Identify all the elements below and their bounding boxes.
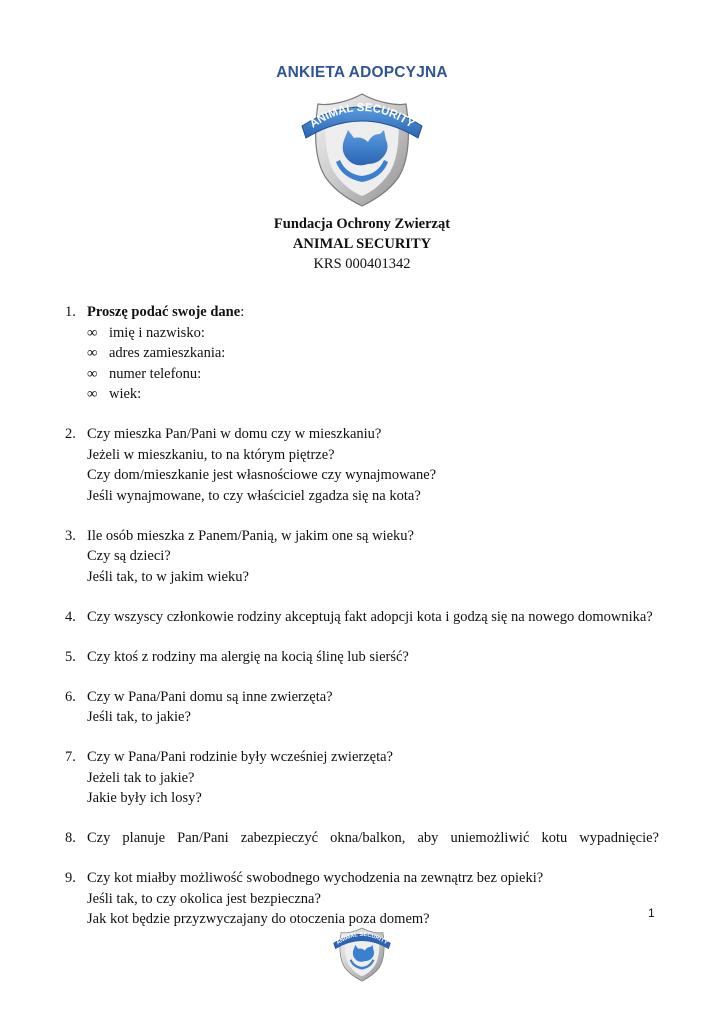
infinity-bullet-icon: ∞ <box>87 365 98 382</box>
infinity-bullet-icon: ∞ <box>87 386 98 402</box>
question-number: 6. <box>65 688 76 705</box>
question-number: 7. <box>65 749 76 765</box>
questionnaire <box>65 302 659 949</box>
question-number: 8. <box>65 830 76 846</box>
question-number: 2. <box>65 426 76 442</box>
question-3: 3. Ile osób mieszka z Panem/Panią, w jakim one są wieku? Czy są dzieci? Jeśli tak, to w jakim wieku? <box>65 527 414 585</box>
question-number: 9. <box>65 870 76 886</box>
question-number: 5. <box>65 648 76 665</box>
question-number: 4. <box>65 608 76 625</box>
question-8: 8. Czy planuje Pan/Pani zabezpieczyć okna/balkon, aby uniemożliwić kotu wypadnięcie? <box>65 828 659 849</box>
org-brand: ANIMAL SECURITY <box>292 236 432 252</box>
org-krs: KRS 000401342 <box>313 256 411 272</box>
document-title: ANKIETA ADOPCYJNA <box>276 64 448 81</box>
infinity-bullet-icon: ∞ <box>87 324 98 341</box>
question-5: 5. Czy ktoś z rodziny ma alergię na kocią ślinę lub sierść? <box>65 647 659 668</box>
list-item: ∞ wiek: <box>87 384 659 405</box>
question-7: 7. Czy w Pana/Pani rodzinie były wcześniej zwierzęta? Jeżeli tak to jakie? Jakie były ich losy? <box>65 749 393 806</box>
svg-text:ANIMAL SECURITY: ANIMAL SECURITY <box>307 101 417 131</box>
list-item: ∞ imię i nazwisko: <box>87 323 659 344</box>
animal-security-logo <box>298 90 426 208</box>
svg-text:ANIMAL SECURITY: ANIMAL SECURITY <box>335 931 389 947</box>
question-9: 9. Czy kot miałby możliwość swobodnego wychodzenia na zewnątrz bez opieki? Jeśli tak, to czy okolica jest bezpieczna? Jak kot będzie przyzwyczajany do otoczenia poza domem? <box>65 870 544 927</box>
question-2: 2. Czy mieszka Pan/Pani w domu czy w mieszkaniu? Jeżeli w mieszkaniu, to na którym piętrze? Czy dom/mieszkanie jest własnościowe czy wynajmowane? Jeśli wynajmowane, to czy właściciel zgadza się na kota? <box>65 426 437 504</box>
org-name: Fundacja Ochrony Zwierząt <box>273 216 451 232</box>
question-6: 6. Czy w Pana/Pani domu są inne zwierzęta? Jeśli tak, to jakie? <box>65 688 333 725</box>
footer-logo <box>331 926 393 982</box>
question-1: 1. Proszę podać swoje dane: ∞ imię i nazwisko: ∞ adres zamieszkania: ∞ numer telefonu: ∞ wiek: <box>65 302 659 405</box>
personal-data-list <box>87 323 659 405</box>
organization-info <box>0 214 724 274</box>
list-item: ∞ numer telefonu: <box>87 364 659 385</box>
question-number: 3. <box>65 527 76 544</box>
list-item: ∞ adres zamieszkania: <box>87 343 659 364</box>
question-4: 4. Czy wszyscy członkowie rodziny akceptują fakt adopcji kota i godzą się na nowego domownika? <box>65 607 659 628</box>
question-1-heading: Proszę podać swoje dane <box>87 304 241 320</box>
infinity-bullet-icon: ∞ <box>87 345 98 361</box>
page-number: 1 <box>648 906 655 920</box>
question-number: 1. <box>65 304 76 320</box>
